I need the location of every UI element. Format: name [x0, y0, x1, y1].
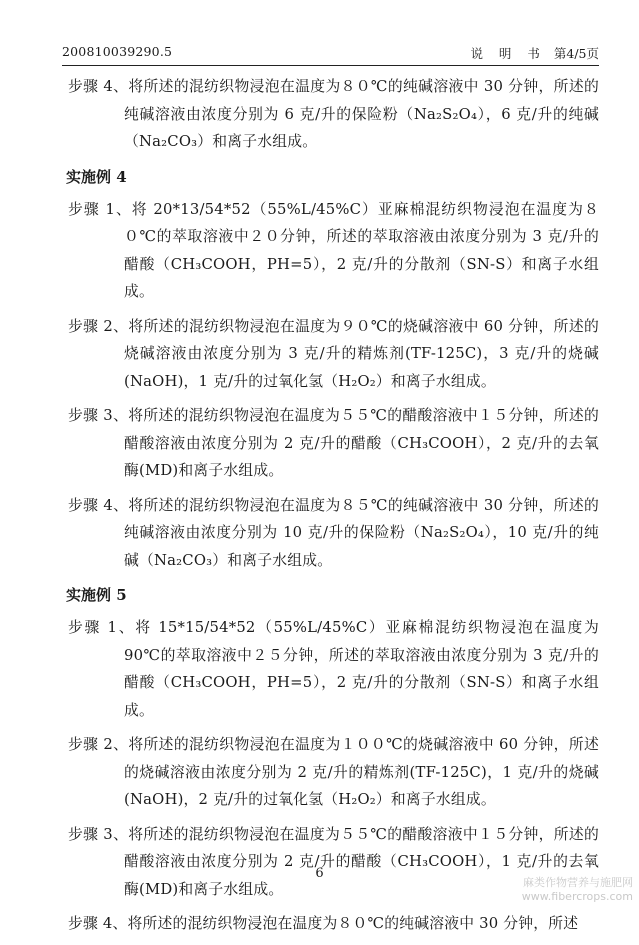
step-paragraph: 步骤 1、将 15*15/54*52（55%L/45%C）亚麻棉混纺织物浸泡在温度为 90℃的萃取溶液中２５分钟，所述的萃取溶液由浓度分别为 3 克/升的醋酸（CH₃COOH，PH=5），2 克/升的分散剂（SN-S）和离子水组成。	[68, 619, 599, 719]
page-header	[62, 40, 599, 62]
watermark-url: www.fibercrops.com	[521, 890, 633, 903]
step-paragraph: 步骤 2、将所述的混纺织物浸泡在温度为９０℃的烧碱溶液中 60 分钟，所述的烧碱溶液由浓度分别为 3 克/升的精炼剂(TF-125C)，3 克/升的烧碱(NaOH)，1 克/升的过氧化氢（H₂O₂）和离子水组成。	[68, 317, 599, 390]
watermark	[522, 876, 633, 904]
step-paragraph: 步骤 2、将所述的混纺织物浸泡在温度为１００℃的烧碱溶液中 60 分钟，所述的烧碱溶液由浓度分别为 2 克/升的精炼剂(TF-125C)，1 克/升的烧碱(NaOH)，2 克/升的过氧化氢（H₂O₂）和离子水组成。	[68, 736, 599, 808]
patent-number: 200810039290.5	[62, 44, 173, 59]
watermark-site-name: 麻类作物营养与施肥网	[523, 876, 633, 889]
step-paragraph: 步骤 4、将所述的混纺织物浸泡在温度为８０℃的纯碱溶液中 30 分钟，所述的纯碱溶液由浓度分别为 6 克/升的保险粉（Na₂S₂O₄），6 克/升的纯碱（Na₂CO₃）和离子水组成。	[68, 78, 599, 150]
header-right	[470, 44, 599, 62]
step-paragraph: 步骤 4、将所述的混纺织物浸泡在温度为８５℃的纯碱溶液中 30 分钟，所述的纯碱溶液由浓度分别为 10 克/升的保险粉（Na₂S₂O₄），10 克/升的纯碱（Na₂CO₃）和离子水组成。	[68, 496, 599, 569]
step-paragraph: 步骤 4、将所述的混纺织物浸泡在温度为８０℃的纯碱溶液中 30 分钟，所述	[68, 915, 579, 932]
page-label: 第4/5页	[553, 46, 599, 61]
document-body	[68, 73, 599, 945]
example-heading: 实施例 4	[66, 167, 127, 186]
header-rule	[62, 65, 599, 66]
document-title: 说 明 书	[470, 46, 546, 61]
page-number: 6	[315, 866, 324, 881]
step-paragraph: 步骤 3、将所述的混纺织物浸泡在温度为５５℃的醋酸溶液中１５分钟，所述的醋酸溶液由浓度分别为 2 克/升的醋酸（CH₃COOH），2 克/升的去氧酶(MD)和离子水组成。	[68, 407, 599, 479]
step-paragraph: 步骤 3、将所述的混纺织物浸泡在温度为５５℃的醋酸溶液中１５分钟，所述的醋酸溶液由浓度分别为 2 克/升的醋酸（CH₃COOH），1 克/升的去氧酶(MD)和离子水组成。	[68, 825, 599, 898]
step-paragraph: 步骤 1、将 20*13/54*52（55%L/45%C）亚麻棉混纺织物浸泡在温度为８０℃的萃取溶液中２０分钟，所述的萃取溶液由浓度分别为 3 克/升的醋酸（CH₃COOH，PH=5），2 克/升的分散剂（SN-S）和离子水组成。	[68, 200, 599, 300]
example-heading: 实施例 5	[66, 586, 127, 604]
